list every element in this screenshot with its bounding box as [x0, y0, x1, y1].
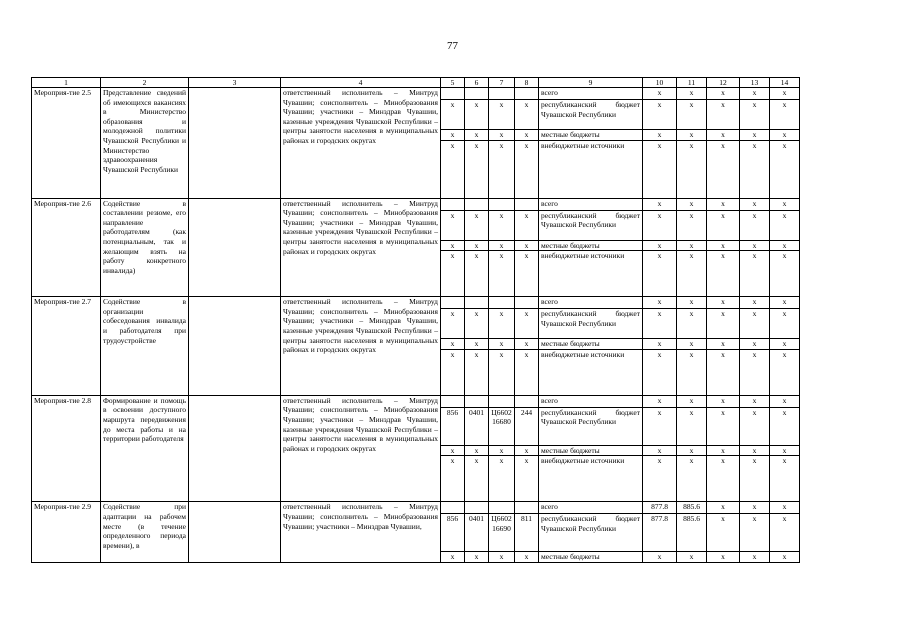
column-number-cell: 7: [489, 78, 515, 88]
funding-value-cell: x: [707, 339, 740, 350]
budget-code-cell: x: [465, 130, 489, 141]
budget-code-cell: x: [489, 240, 515, 251]
funding-value-cell: 885.6: [677, 514, 707, 552]
budget-code-cell: x: [465, 339, 489, 350]
table-row: [32, 502, 800, 514]
funding-value-cell: x: [707, 130, 740, 141]
budget-code-cell: x: [465, 251, 489, 297]
empty-cell: [189, 297, 281, 396]
column-number-cell: 10: [643, 78, 677, 88]
funding-value-cell: x: [643, 407, 677, 445]
budget-code-cell: x: [489, 456, 515, 502]
funding-value-cell: x: [677, 552, 707, 563]
funding-source-cell: республиканский бюджет Чувашской Республики: [539, 210, 643, 240]
column-number-cell: 2: [101, 78, 189, 88]
program-activities-table: [31, 77, 800, 563]
budget-code-cell: [465, 395, 489, 407]
funding-value-cell: x: [707, 445, 740, 456]
budget-code-cell: x: [465, 456, 489, 502]
measure-number-cell: Мероприя-тие 2.9: [32, 502, 101, 563]
funding-value-cell: x: [643, 395, 677, 407]
measure-number-cell: Мероприя-тие 2.7: [32, 297, 101, 396]
funding-source-cell: внебюджетные источники: [539, 251, 643, 297]
funding-value-cell: x: [677, 140, 707, 198]
funding-value-cell: x: [770, 297, 800, 309]
funding-value-cell: x: [740, 552, 770, 563]
budget-code-cell: [465, 297, 489, 309]
budget-code-cell: x: [515, 445, 539, 456]
funding-value-cell: x: [643, 130, 677, 141]
funding-value-cell: x: [677, 349, 707, 395]
budget-code-cell: 856: [441, 407, 465, 445]
table-row: [32, 88, 800, 100]
funding-value-cell: x: [677, 130, 707, 141]
measure-description-cell: Содействие в составлении резюме, его направление работодателям (как потенциальным, так и желающим взять на работу конкретного инвалида): [101, 198, 189, 297]
column-number-cell: 12: [707, 78, 740, 88]
funding-value-cell: 877.8: [643, 514, 677, 552]
funding-value-cell: x: [707, 140, 740, 198]
empty-cell: [189, 395, 281, 502]
budget-code-cell: x: [515, 210, 539, 240]
funding-value-cell: x: [643, 210, 677, 240]
funding-value-cell: x: [643, 456, 677, 502]
funding-value-cell: x: [707, 210, 740, 240]
budget-code-cell: x: [441, 100, 465, 130]
measure-number-cell: Мероприя-тие 2.5: [32, 88, 101, 199]
budget-code-cell: [489, 502, 515, 514]
funding-value-cell: x: [740, 309, 770, 339]
funding-value-cell: x: [740, 140, 770, 198]
budget-code-cell: x: [489, 445, 515, 456]
funding-value-cell: x: [677, 100, 707, 130]
budget-code-cell: x: [515, 309, 539, 339]
column-number-cell: 9: [539, 78, 643, 88]
budget-code-cell: x: [465, 240, 489, 251]
budget-code-cell: 0401: [465, 514, 489, 552]
budget-code-cell: [465, 198, 489, 210]
budget-code-cell: x: [465, 309, 489, 339]
budget-code-cell: x: [441, 240, 465, 251]
budget-code-cell: x: [489, 349, 515, 395]
funding-value-cell: x: [677, 210, 707, 240]
column-number-cell: 11: [677, 78, 707, 88]
funding-value-cell: x: [677, 309, 707, 339]
funding-value-cell: x: [677, 407, 707, 445]
budget-code-cell: x: [489, 140, 515, 198]
measure-number-cell: Мероприя-тие 2.6: [32, 198, 101, 297]
budget-code-cell: x: [515, 552, 539, 563]
budget-code-cell: x: [465, 210, 489, 240]
funding-value-cell: x: [677, 297, 707, 309]
funding-value-cell: x: [707, 309, 740, 339]
column-number-cell: 8: [515, 78, 539, 88]
funding-value-cell: x: [770, 251, 800, 297]
funding-value-cell: x: [643, 88, 677, 100]
budget-code-cell: [465, 502, 489, 514]
budget-code-cell: x: [441, 251, 465, 297]
funding-value-cell: x: [770, 100, 800, 130]
executors-cell: ответственный исполнитель – Минтруд Чувашии; соисполнитель – Минобразования Чувашии; участники – Минздрав Чувашии, казенные учреждения Чувашской Республики – центры занятости населения в муниципальных районах и городских округах: [281, 395, 441, 502]
measure-description-cell: Содействие при адаптации на рабочем месте (в течение определенного периода времени), в: [101, 502, 189, 563]
funding-value-cell: x: [740, 251, 770, 297]
budget-code-cell: x: [515, 140, 539, 198]
budget-code-cell: [489, 297, 515, 309]
funding-value-cell: x: [643, 339, 677, 350]
funding-value-cell: x: [707, 395, 740, 407]
budget-code-cell: x: [441, 309, 465, 339]
budget-code-cell: [515, 198, 539, 210]
column-number-cell: 4: [281, 78, 441, 88]
budget-code-cell: [515, 297, 539, 309]
funding-value-cell: x: [770, 456, 800, 502]
table-body: [32, 78, 800, 563]
budget-code-cell: 244: [515, 407, 539, 445]
budget-code-cell: x: [489, 339, 515, 350]
funding-source-cell: всего: [539, 88, 643, 100]
empty-cell: [189, 88, 281, 199]
budget-code-cell: [441, 88, 465, 100]
funding-source-cell: местные бюджеты: [539, 339, 643, 350]
budget-code-cell: x: [465, 349, 489, 395]
funding-value-cell: x: [740, 339, 770, 350]
budget-code-cell: [441, 198, 465, 210]
budget-code-cell: 856: [441, 514, 465, 552]
budget-code-cell: x: [515, 100, 539, 130]
funding-source-cell: местные бюджеты: [539, 552, 643, 563]
funding-value-cell: x: [770, 198, 800, 210]
budget-code-cell: x: [465, 445, 489, 456]
table-row: [32, 395, 800, 407]
budget-code-cell: x: [441, 140, 465, 198]
table-row: [32, 198, 800, 210]
budget-code-cell: x: [465, 552, 489, 563]
budget-code-cell: x: [441, 339, 465, 350]
budget-code-cell: [489, 198, 515, 210]
funding-value-cell: x: [740, 210, 770, 240]
funding-value-cell: x: [677, 445, 707, 456]
funding-value-cell: x: [643, 198, 677, 210]
table-row: [32, 297, 800, 309]
budget-code-cell: Ц660216680: [489, 407, 515, 445]
column-number-cell: 3: [189, 78, 281, 88]
funding-value-cell: x: [707, 456, 740, 502]
funding-value-cell: x: [643, 552, 677, 563]
funding-value-cell: x: [770, 552, 800, 563]
funding-value-cell: x: [770, 349, 800, 395]
budget-code-cell: x: [441, 349, 465, 395]
budget-code-cell: [441, 502, 465, 514]
funding-value-cell: x: [740, 502, 770, 514]
funding-value-cell: x: [643, 140, 677, 198]
funding-source-cell: республиканский бюджет Чувашской Республики: [539, 309, 643, 339]
budget-code-cell: x: [441, 210, 465, 240]
funding-value-cell: x: [740, 395, 770, 407]
executors-cell: ответственный исполнитель – Минтруд Чувашии; соисполнитель – Минобразования Чувашии; участники – Минздрав Чувашии,: [281, 502, 441, 563]
budget-code-cell: x: [515, 339, 539, 350]
funding-value-cell: x: [707, 88, 740, 100]
executors-cell: ответственный исполнитель – Минтруд Чувашии; соисполнитель – Минобразования Чувашии; участники – Минздрав Чувашии, казенные учреждения Чувашской Республики – центры занятости населения в муниципальных районах и городских округах: [281, 297, 441, 396]
executors-cell: ответственный исполнитель – Минтруд Чувашии; соисполнитель – Минобразования Чувашии; участники – Минздрав Чувашии, казенные учреждения Чувашской Республики – центры занятости населения в муниципальных районах и городских округах: [281, 88, 441, 199]
funding-source-cell: всего: [539, 502, 643, 514]
funding-value-cell: x: [770, 88, 800, 100]
page-number: 77: [447, 40, 458, 52]
funding-value-cell: x: [707, 552, 740, 563]
budget-code-cell: x: [489, 130, 515, 141]
funding-value-cell: x: [643, 349, 677, 395]
budget-code-cell: x: [441, 456, 465, 502]
funding-value-cell: x: [707, 349, 740, 395]
funding-source-cell: республиканский бюджет Чувашской Республики: [539, 100, 643, 130]
budget-code-cell: 0401: [465, 407, 489, 445]
column-number-cell: 13: [740, 78, 770, 88]
budget-code-cell: Ц660216690: [489, 514, 515, 552]
funding-source-cell: внебюджетные источники: [539, 349, 643, 395]
funding-value-cell: x: [740, 349, 770, 395]
budget-code-cell: [465, 88, 489, 100]
funding-value-cell: x: [677, 251, 707, 297]
funding-value-cell: x: [677, 198, 707, 210]
funding-value-cell: x: [643, 240, 677, 251]
funding-value-cell: x: [770, 210, 800, 240]
funding-value-cell: x: [770, 140, 800, 198]
column-number-row: [32, 78, 800, 88]
measure-description-cell: Представление сведений об имеющихся вакансиях в Министерство образования и молодежной политики Чувашской Республики и Министерство здравоохранения Чувашской Республики: [101, 88, 189, 199]
funding-value-cell: x: [770, 445, 800, 456]
empty-cell: [189, 502, 281, 563]
budget-code-cell: x: [489, 309, 515, 339]
funding-source-cell: всего: [539, 297, 643, 309]
funding-value-cell: x: [770, 395, 800, 407]
budget-code-cell: x: [441, 552, 465, 563]
budget-code-cell: [515, 88, 539, 100]
funding-value-cell: x: [740, 407, 770, 445]
budget-code-cell: [441, 395, 465, 407]
funding-value-cell: x: [740, 88, 770, 100]
budget-code-cell: x: [515, 240, 539, 251]
funding-value-cell: x: [677, 456, 707, 502]
funding-value-cell: x: [740, 240, 770, 251]
funding-value-cell: x: [643, 297, 677, 309]
funding-value-cell: x: [740, 514, 770, 552]
funding-value-cell: x: [677, 240, 707, 251]
funding-value-cell: x: [677, 339, 707, 350]
budget-code-cell: x: [489, 251, 515, 297]
funding-value-cell: x: [677, 88, 707, 100]
column-number-cell: 14: [770, 78, 800, 88]
funding-value-cell: x: [770, 502, 800, 514]
budget-code-cell: [489, 88, 515, 100]
funding-value-cell: x: [707, 514, 740, 552]
budget-code-cell: x: [489, 552, 515, 563]
measure-number-cell: Мероприя-тие 2.8: [32, 395, 101, 502]
empty-cell: [189, 198, 281, 297]
funding-source-cell: местные бюджеты: [539, 130, 643, 141]
budget-code-cell: x: [515, 349, 539, 395]
funding-value-cell: x: [707, 502, 740, 514]
funding-source-cell: республиканский бюджет Чувашской Республики: [539, 514, 643, 552]
funding-source-cell: местные бюджеты: [539, 445, 643, 456]
budget-code-cell: x: [515, 251, 539, 297]
funding-value-cell: x: [643, 100, 677, 130]
funding-value-cell: x: [770, 309, 800, 339]
funding-value-cell: x: [740, 100, 770, 130]
executors-cell: ответственный исполнитель – Минтруд Чувашии; соисполнитель – Минобразования Чувашии; участники – Минздрав Чувашии, казенные учреждения Чувашской Республики – центры занятости населения в муниципальных районах и городских округах: [281, 198, 441, 297]
funding-value-cell: x: [643, 251, 677, 297]
budget-code-cell: x: [465, 140, 489, 198]
funding-value-cell: x: [707, 297, 740, 309]
funding-value-cell: x: [770, 407, 800, 445]
funding-value-cell: x: [707, 407, 740, 445]
funding-value-cell: x: [770, 514, 800, 552]
column-number-cell: 1: [32, 78, 101, 88]
funding-source-cell: местные бюджеты: [539, 240, 643, 251]
budget-code-cell: x: [441, 445, 465, 456]
budget-code-cell: [515, 502, 539, 514]
funding-source-cell: всего: [539, 395, 643, 407]
funding-value-cell: x: [677, 395, 707, 407]
budget-code-cell: x: [515, 130, 539, 141]
funding-value-cell: x: [740, 198, 770, 210]
funding-value-cell: 877.8: [643, 502, 677, 514]
budget-code-cell: [515, 395, 539, 407]
measure-description-cell: Содействие в организации собеседования инвалида и работодателя при трудоустройстве: [101, 297, 189, 396]
budget-code-cell: [441, 297, 465, 309]
funding-value-cell: 885.6: [677, 502, 707, 514]
budget-code-cell: x: [465, 100, 489, 130]
funding-value-cell: x: [740, 297, 770, 309]
funding-value-cell: x: [707, 240, 740, 251]
funding-value-cell: x: [770, 339, 800, 350]
budget-code-cell: x: [489, 210, 515, 240]
funding-value-cell: x: [770, 130, 800, 141]
funding-source-cell: внебюджетные источники: [539, 140, 643, 198]
funding-source-cell: всего: [539, 198, 643, 210]
funding-value-cell: x: [740, 445, 770, 456]
funding-value-cell: x: [740, 456, 770, 502]
budget-code-cell: 811: [515, 514, 539, 552]
funding-value-cell: x: [707, 198, 740, 210]
funding-value-cell: x: [707, 251, 740, 297]
funding-value-cell: x: [707, 100, 740, 130]
measure-description-cell: Формирование и помощь в освоении доступного маршрута передвижения до места работы и на территории работодателя: [101, 395, 189, 502]
funding-source-cell: внебюджетные источники: [539, 456, 643, 502]
budget-code-cell: x: [441, 130, 465, 141]
column-number-cell: 6: [465, 78, 489, 88]
budget-code-cell: x: [515, 456, 539, 502]
funding-value-cell: x: [770, 240, 800, 251]
column-number-cell: 5: [441, 78, 465, 88]
funding-source-cell: республиканский бюджет Чувашской Республики: [539, 407, 643, 445]
funding-value-cell: x: [740, 130, 770, 141]
funding-value-cell: x: [643, 445, 677, 456]
budget-code-cell: [489, 395, 515, 407]
funding-value-cell: x: [643, 309, 677, 339]
budget-code-cell: x: [489, 100, 515, 130]
